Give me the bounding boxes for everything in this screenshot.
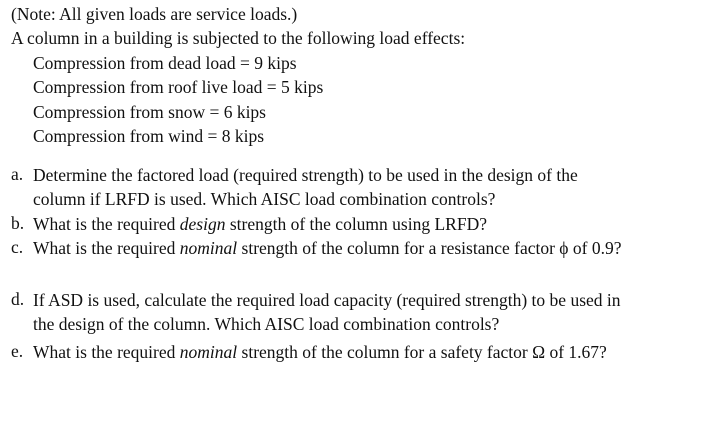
question-e-pre: What is the required	[33, 342, 180, 362]
question-a-letter: a.	[11, 164, 24, 184]
question-b-pre: What is the required	[33, 214, 180, 234]
load-item-roof-live: Compression from roof live load = 5 kips	[33, 77, 324, 97]
note-line: (Note: All given loads are service loads.)	[11, 4, 298, 24]
question-e-text	[33, 340, 643, 364]
question-c-emphasis: nominal	[179, 238, 238, 258]
load-item-wind: Compression from wind = 8 kips	[33, 126, 265, 146]
load-item-snow: Compression from snow = 6 kips	[33, 102, 266, 122]
question-c-post: strength of the column for a resistance factor ϕ of 0.9?	[237, 238, 622, 258]
question-b-emphasis: design	[179, 214, 226, 234]
question-c-text	[33, 236, 643, 260]
question-c-letter: c.	[11, 237, 24, 257]
question-b-letter: b.	[11, 213, 25, 233]
load-item-dead: Compression from dead load = 9 kips	[33, 53, 297, 73]
question-b-post: strength of the column using LRFD?	[225, 214, 487, 234]
question-d-letter: d.	[11, 289, 25, 309]
question-b-text	[33, 212, 633, 236]
question-e-emphasis: nominal	[179, 342, 238, 362]
question-e-post: strength of the column for a safety factor Ω of 1.67?	[237, 342, 607, 362]
question-c-pre: What is the required	[33, 238, 180, 258]
question-a-text: Determine the factored load (required strength) to be used in the design of the column if LRFD is used. Which AISC load combination controls?	[33, 165, 578, 210]
question-e-letter: e.	[11, 341, 24, 361]
intro-line: A column in a building is subjected to the following load effects:	[11, 28, 466, 48]
question-d-text: If ASD is used, calculate the required load capacity (required strength) to be used in the design of the column. Which AISC load combination controls?	[33, 290, 621, 335]
